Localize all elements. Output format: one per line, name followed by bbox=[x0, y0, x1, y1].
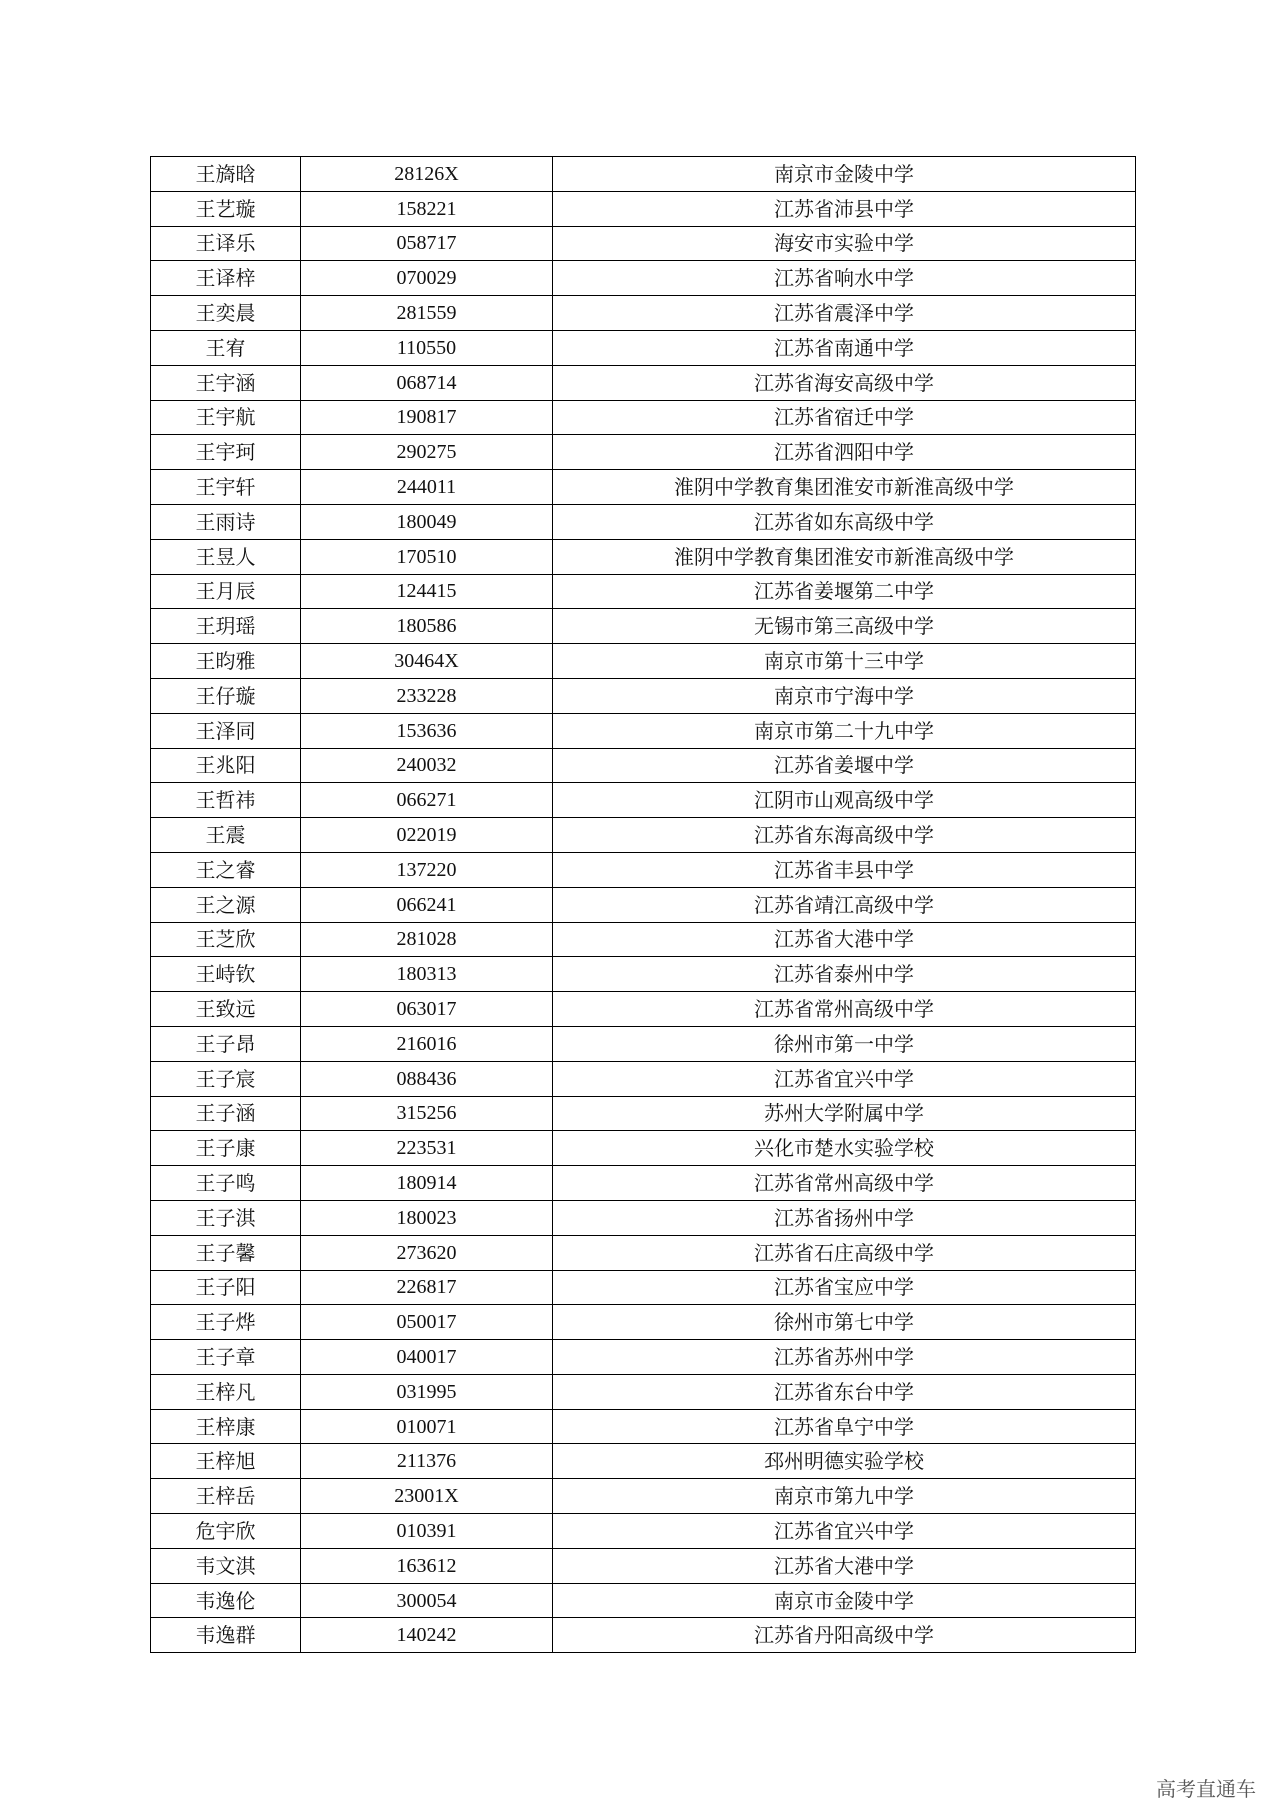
table-row bbox=[151, 1166, 1136, 1201]
table-row bbox=[151, 922, 1136, 957]
student-name-cell: 王子涵 bbox=[151, 1096, 301, 1131]
table-row bbox=[151, 1026, 1136, 1061]
school-cell: 南京市第二十九中学 bbox=[553, 713, 1136, 748]
school-cell: 无锡市第三高级中学 bbox=[553, 609, 1136, 644]
student-id-cell: 066271 bbox=[301, 783, 553, 818]
school-cell: 江苏省宝应中学 bbox=[553, 1270, 1136, 1305]
school-cell: 江苏省沛县中学 bbox=[553, 191, 1136, 226]
watermark: 高考直通车 bbox=[1156, 1777, 1256, 1801]
student-name-cell: 王致远 bbox=[151, 992, 301, 1027]
student-name-cell: 王峙钦 bbox=[151, 957, 301, 992]
table-row bbox=[151, 470, 1136, 505]
student-name-cell: 王仔璇 bbox=[151, 678, 301, 713]
student-id-cell: 244011 bbox=[301, 470, 553, 505]
school-cell: 江苏省常州高级中学 bbox=[553, 992, 1136, 1027]
school-cell: 江苏省常州高级中学 bbox=[553, 1166, 1136, 1201]
school-cell: 江阴市山观高级中学 bbox=[553, 783, 1136, 818]
student-id-cell: 281559 bbox=[301, 296, 553, 331]
student-id-cell: 290275 bbox=[301, 435, 553, 470]
school-cell: 江苏省石庄高级中学 bbox=[553, 1235, 1136, 1270]
student-id-cell: 300054 bbox=[301, 1583, 553, 1618]
school-cell: 南京市宁海中学 bbox=[553, 678, 1136, 713]
school-cell: 南京市第十三中学 bbox=[553, 644, 1136, 679]
school-cell: 江苏省丹阳高级中学 bbox=[553, 1618, 1136, 1653]
school-cell: 兴化市楚水实验学校 bbox=[553, 1131, 1136, 1166]
school-cell: 南京市金陵中学 bbox=[553, 1583, 1136, 1618]
student-id-cell: 190817 bbox=[301, 400, 553, 435]
table-row bbox=[151, 1514, 1136, 1549]
student-name-cell: 王子馨 bbox=[151, 1235, 301, 1270]
student-id-cell: 180586 bbox=[301, 609, 553, 644]
student-name-cell: 王震 bbox=[151, 818, 301, 853]
student-name-cell: 王子阳 bbox=[151, 1270, 301, 1305]
student-name-cell: 王玥瑶 bbox=[151, 609, 301, 644]
student-name-cell: 王子章 bbox=[151, 1340, 301, 1375]
table-row bbox=[151, 1409, 1136, 1444]
school-cell: 江苏省东海高级中学 bbox=[553, 818, 1136, 853]
student-name-cell: 王奕晨 bbox=[151, 296, 301, 331]
student-name-cell: 王译梓 bbox=[151, 261, 301, 296]
student-name-cell: 危宇欣 bbox=[151, 1514, 301, 1549]
table-row bbox=[151, 226, 1136, 261]
school-cell: 江苏省姜堰第二中学 bbox=[553, 574, 1136, 609]
student-id-cell: 010071 bbox=[301, 1409, 553, 1444]
table-row bbox=[151, 330, 1136, 365]
student-name-cell: 王兆阳 bbox=[151, 748, 301, 783]
table-row bbox=[151, 1270, 1136, 1305]
student-id-cell: 068714 bbox=[301, 365, 553, 400]
table-row bbox=[151, 957, 1136, 992]
table-row bbox=[151, 1618, 1136, 1653]
table-row bbox=[151, 887, 1136, 922]
school-cell: 江苏省大港中学 bbox=[553, 1548, 1136, 1583]
student-id-cell: 066241 bbox=[301, 887, 553, 922]
table-row bbox=[151, 992, 1136, 1027]
student-name-cell: 王子淇 bbox=[151, 1200, 301, 1235]
school-cell: 江苏省响水中学 bbox=[553, 261, 1136, 296]
table-row bbox=[151, 157, 1136, 192]
table-row bbox=[151, 713, 1136, 748]
student-id-cell: 110550 bbox=[301, 330, 553, 365]
table-row bbox=[151, 539, 1136, 574]
school-cell: 徐州市第一中学 bbox=[553, 1026, 1136, 1061]
student-id-cell: 153636 bbox=[301, 713, 553, 748]
student-id-cell: 223531 bbox=[301, 1131, 553, 1166]
student-id-cell: 281028 bbox=[301, 922, 553, 957]
table-row bbox=[151, 1131, 1136, 1166]
school-cell: 淮阴中学教育集团淮安市新淮高级中学 bbox=[553, 470, 1136, 505]
school-cell: 南京市第九中学 bbox=[553, 1479, 1136, 1514]
table-row bbox=[151, 678, 1136, 713]
table-row bbox=[151, 644, 1136, 679]
student-name-cell: 王宇涵 bbox=[151, 365, 301, 400]
student-id-cell: 180313 bbox=[301, 957, 553, 992]
school-cell: 江苏省苏州中学 bbox=[553, 1340, 1136, 1375]
student-id-cell: 137220 bbox=[301, 852, 553, 887]
student-name-cell: 王宇珂 bbox=[151, 435, 301, 470]
school-cell: 苏州大学附属中学 bbox=[553, 1096, 1136, 1131]
table-row bbox=[151, 818, 1136, 853]
student-name-cell: 王宥 bbox=[151, 330, 301, 365]
student-id-cell: 23001X bbox=[301, 1479, 553, 1514]
student-name-cell: 韦逸伦 bbox=[151, 1583, 301, 1618]
table-row bbox=[151, 435, 1136, 470]
table-row bbox=[151, 1096, 1136, 1131]
student-name-cell: 王梓旭 bbox=[151, 1444, 301, 1479]
school-cell: 江苏省泰州中学 bbox=[553, 957, 1136, 992]
school-cell: 江苏省大港中学 bbox=[553, 922, 1136, 957]
table-row bbox=[151, 783, 1136, 818]
table-row bbox=[151, 1583, 1136, 1618]
student-id-cell: 216016 bbox=[301, 1026, 553, 1061]
student-name-cell: 王子鸣 bbox=[151, 1166, 301, 1201]
school-cell: 邳州明德实验学校 bbox=[553, 1444, 1136, 1479]
student-id-cell: 240032 bbox=[301, 748, 553, 783]
student-id-cell: 233228 bbox=[301, 678, 553, 713]
school-cell: 江苏省东台中学 bbox=[553, 1374, 1136, 1409]
student-id-cell: 050017 bbox=[301, 1305, 553, 1340]
table-row bbox=[151, 1374, 1136, 1409]
student-name-cell: 王之睿 bbox=[151, 852, 301, 887]
student-id-cell: 058717 bbox=[301, 226, 553, 261]
student-name-cell: 王宇轩 bbox=[151, 470, 301, 505]
table-row bbox=[151, 504, 1136, 539]
table-row bbox=[151, 1479, 1136, 1514]
table-row bbox=[151, 1061, 1136, 1096]
school-cell: 江苏省靖江高级中学 bbox=[553, 887, 1136, 922]
student-name-cell: 韦文淇 bbox=[151, 1548, 301, 1583]
school-cell: 江苏省泗阳中学 bbox=[553, 435, 1136, 470]
student-name-cell: 王梓康 bbox=[151, 1409, 301, 1444]
student-name-cell: 王旖晗 bbox=[151, 157, 301, 192]
student-id-cell: 180023 bbox=[301, 1200, 553, 1235]
table-row bbox=[151, 296, 1136, 331]
school-cell: 徐州市第七中学 bbox=[553, 1305, 1136, 1340]
table-row bbox=[151, 1444, 1136, 1479]
student-id-cell: 088436 bbox=[301, 1061, 553, 1096]
student-id-cell: 124415 bbox=[301, 574, 553, 609]
student-id-cell: 031995 bbox=[301, 1374, 553, 1409]
student-id-cell: 010391 bbox=[301, 1514, 553, 1549]
school-cell: 江苏省扬州中学 bbox=[553, 1200, 1136, 1235]
student-name-cell: 王泽同 bbox=[151, 713, 301, 748]
table-row bbox=[151, 191, 1136, 226]
student-name-cell: 王昱人 bbox=[151, 539, 301, 574]
school-cell: 淮阴中学教育集团淮安市新淮高级中学 bbox=[553, 539, 1136, 574]
student-id-cell: 211376 bbox=[301, 1444, 553, 1479]
student-id-cell: 170510 bbox=[301, 539, 553, 574]
school-cell: 海安市实验中学 bbox=[553, 226, 1136, 261]
school-cell: 南京市金陵中学 bbox=[553, 157, 1136, 192]
student-id-cell: 040017 bbox=[301, 1340, 553, 1375]
student-name-cell: 韦逸群 bbox=[151, 1618, 301, 1653]
student-id-cell: 022019 bbox=[301, 818, 553, 853]
school-cell: 江苏省宿迁中学 bbox=[553, 400, 1136, 435]
student-name-cell: 王梓凡 bbox=[151, 1374, 301, 1409]
student-name-cell: 王梓岳 bbox=[151, 1479, 301, 1514]
school-cell: 江苏省南通中学 bbox=[553, 330, 1136, 365]
student-id-cell: 273620 bbox=[301, 1235, 553, 1270]
student-name-cell: 王宇航 bbox=[151, 400, 301, 435]
table-row bbox=[151, 261, 1136, 296]
student-id-cell: 226817 bbox=[301, 1270, 553, 1305]
school-cell: 江苏省海安高级中学 bbox=[553, 365, 1136, 400]
table-row bbox=[151, 400, 1136, 435]
school-cell: 江苏省姜堰中学 bbox=[553, 748, 1136, 783]
student-id-cell: 070029 bbox=[301, 261, 553, 296]
table-row bbox=[151, 1548, 1136, 1583]
student-name-cell: 王月辰 bbox=[151, 574, 301, 609]
student-name-cell: 王之源 bbox=[151, 887, 301, 922]
student-name-cell: 王译乐 bbox=[151, 226, 301, 261]
school-cell: 江苏省宜兴中学 bbox=[553, 1061, 1136, 1096]
school-cell: 江苏省震泽中学 bbox=[553, 296, 1136, 331]
student-id-cell: 180049 bbox=[301, 504, 553, 539]
school-cell: 江苏省阜宁中学 bbox=[553, 1409, 1136, 1444]
student-name-cell: 王子烨 bbox=[151, 1305, 301, 1340]
student-id-cell: 063017 bbox=[301, 992, 553, 1027]
table-row bbox=[151, 1235, 1136, 1270]
student-name-cell: 王哲祎 bbox=[151, 783, 301, 818]
table-row bbox=[151, 574, 1136, 609]
school-cell: 江苏省丰县中学 bbox=[553, 852, 1136, 887]
student-name-cell: 王芝欣 bbox=[151, 922, 301, 957]
school-cell: 江苏省如东高级中学 bbox=[553, 504, 1136, 539]
table-row bbox=[151, 609, 1136, 644]
student-name-cell: 王子宸 bbox=[151, 1061, 301, 1096]
table-row bbox=[151, 1305, 1136, 1340]
table-row bbox=[151, 852, 1136, 887]
student-id-cell: 315256 bbox=[301, 1096, 553, 1131]
roster-table bbox=[150, 156, 1136, 1653]
table-row bbox=[151, 748, 1136, 783]
student-id-cell: 30464X bbox=[301, 644, 553, 679]
student-name-cell: 王子昂 bbox=[151, 1026, 301, 1061]
student-id-cell: 158221 bbox=[301, 191, 553, 226]
roster-body bbox=[151, 157, 1136, 1653]
table-row bbox=[151, 365, 1136, 400]
student-id-cell: 180914 bbox=[301, 1166, 553, 1201]
student-id-cell: 28126X bbox=[301, 157, 553, 192]
student-name-cell: 王雨诗 bbox=[151, 504, 301, 539]
student-name-cell: 王艺璇 bbox=[151, 191, 301, 226]
student-name-cell: 王子康 bbox=[151, 1131, 301, 1166]
table-row bbox=[151, 1200, 1136, 1235]
school-cell: 江苏省宜兴中学 bbox=[553, 1514, 1136, 1549]
student-name-cell: 王昀雅 bbox=[151, 644, 301, 679]
table-row bbox=[151, 1340, 1136, 1375]
student-id-cell: 140242 bbox=[301, 1618, 553, 1653]
student-id-cell: 163612 bbox=[301, 1548, 553, 1583]
